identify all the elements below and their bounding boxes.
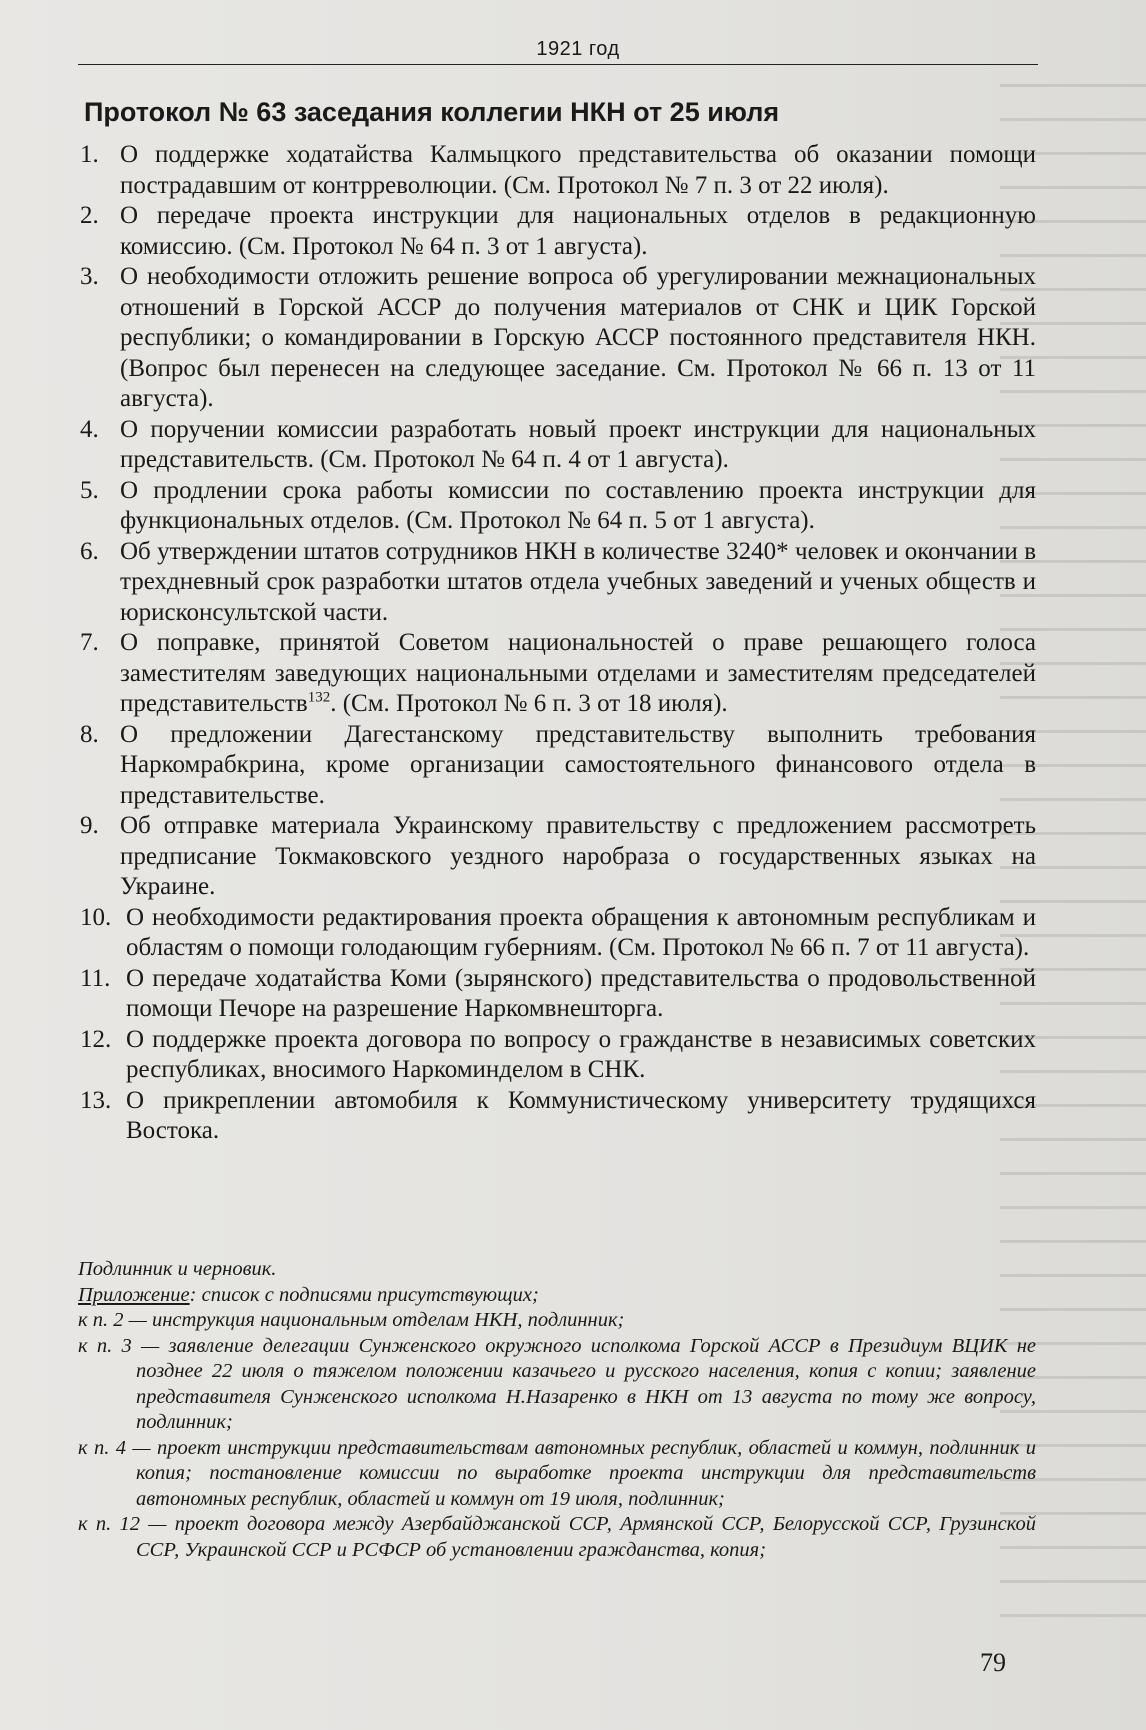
item-text: О необходимости редактирования проекта обращения к автономным республикам и областям о помощи голодающим губерниям. (См. Протокол № 66 п. 7 от 11 августа).	[126, 903, 1036, 961]
item-number: 9.	[80, 812, 99, 839]
item-text-continued: . (См. Протокол № 6 п. 3 от 18 июля).	[330, 690, 728, 717]
appendix-entry: к п. 3 — заявление делегации Сунженского окружного исполкома Горской АССР в Президиум ВЦИК не позднее 22 июля о тяжелом положении казачьего и русского населения, копия с копии; заявление представителя Сунженского исполкома Н.Назаренко в НКН от 13 августа по тому же вопросу, подлинник;	[78, 1334, 1036, 1433]
appendix-entry: к п. 2 — инструкция национальным отделам НКН, подлинник;	[78, 1309, 625, 1331]
item-number: 3.	[80, 263, 99, 290]
header-rule	[78, 64, 1038, 65]
agenda-list	[78, 140, 1036, 1147]
agenda-item	[78, 476, 1036, 537]
item-text: О поддержке проекта договора по вопросу о гражданстве в независимых советских республиках, вносимого Наркоминделом в СНК.	[126, 1025, 1036, 1083]
item-number: 8.	[80, 720, 99, 748]
item-text: О прикреплении автомобиля к Коммунистическому университету трудящихся Востока.	[126, 1086, 1036, 1144]
appendix-line	[78, 1283, 1036, 1309]
agenda-item	[78, 140, 1036, 201]
appendix-text: : список с подписями присутствующих;	[189, 1283, 539, 1306]
item-number: 6.	[80, 537, 99, 565]
agenda-item	[78, 262, 1036, 415]
item-text: О передаче ходатайства Коми (зырянского) представительства о продовольственной помощи Печоре на разрешение Наркомвнешторга.	[126, 964, 1036, 1022]
item-number: 7.	[80, 629, 99, 656]
item-number: 4.	[80, 415, 99, 443]
item-number: 12.	[80, 1025, 112, 1053]
item-text: О поручении комиссии разработать новый проект инструкции для национальных представительств. (См. Протокол № 64 п. 4 от 1 августа).	[120, 415, 1036, 473]
agenda-item	[78, 720, 1036, 812]
item-number: 11.	[80, 964, 111, 992]
item-text: О поддержке ходатайства Калмыцкого представительства об оказании помощи пострадавшим от контрреволюции. (См. Протокол № 7 п. 3 от 22 июля).	[120, 141, 1036, 199]
item-number: 10.	[80, 903, 112, 931]
item-number: 2.	[80, 202, 99, 229]
protocol-title: Протокол № 63 заседания коллегии НКН от 25 июля	[84, 97, 780, 127]
agenda-item	[78, 964, 1036, 1025]
item-text: О передаче проекта инструкции для национальных отделов в редакционную комиссию. (См. Протокол № 64 п. 3 от 1 августа).	[120, 202, 1036, 260]
appendix-entry: к п. 4 — проект инструкции представительствам автономных республик, областей и коммун, подлинник и копия; постановление комиссии по выработке проекта инструкции для представительств автономных республик, областей и коммун от 19 июля, подлинник;	[78, 1436, 1036, 1510]
item-text: О предложении Дагестанскому представительству выполнить требования Наркомрабкрина, кроме организации самостоятельного финансового отдела в представительстве.	[120, 720, 1036, 809]
appendix-entry: к п. 12 — проект договора между Азербайджанской ССР, Армянской ССР, Белорусской ССР, Грузинской ССР, Украинской ССР и РСФСР об установлении гражданства, копия;	[78, 1513, 1036, 1561]
agenda-item	[78, 537, 1036, 629]
appendix-label: Приложение	[78, 1283, 190, 1306]
agenda-item	[78, 628, 1036, 720]
agenda-item	[78, 811, 1036, 903]
item-text: Об отправке материала Украинскому правительству с предложением рассмотреть предписание Токмаковского уездного наробраза о государственных языках на Украине.	[120, 812, 1036, 900]
archival-notes	[78, 1257, 1036, 1563]
agenda-item	[78, 903, 1036, 964]
agenda-item	[78, 1025, 1036, 1086]
running-head: 1921 год	[536, 38, 620, 60]
item-number: 1.	[80, 141, 99, 168]
footnote-reference: 132	[307, 689, 331, 706]
agenda-item	[78, 415, 1036, 476]
item-text: Об утверждении штатов сотрудников НКН в количестве 3240* человек и окончании в трехдневный срок разработки штатов отдела учебных заведений и ученых обществ и юрисконсультской части.	[120, 537, 1036, 626]
agenda-item	[78, 1086, 1036, 1147]
item-number: 5.	[80, 476, 99, 504]
source-note: Подлинник и черновик.	[78, 1258, 277, 1280]
item-text: О поправке, принятой Советом национальностей о праве решающего голоса заместителям заведующих национальными отделами и заместителям председателей представительств	[120, 629, 1036, 717]
item-text: О необходимости отложить решение вопроса об урегулировании межнациональных отношений в Горской АССР до получения материалов от СНК и ЦИК Горской республики; о командировании в Горскую АССР постоянного представителя НКН. (Вопрос был перенесен на следующее заседание. См. Протокол № 66 п. 13 от 11 августа).	[120, 263, 1036, 412]
agenda-item	[78, 201, 1036, 262]
page-number: 79	[980, 1648, 1006, 1677]
item-number: 13.	[80, 1086, 112, 1114]
item-text: О продлении срока работы комиссии по составлению проекта инструкции для функциональных отделов. (См. Протокол № 64 п. 5 от 1 августа).	[120, 476, 1036, 534]
